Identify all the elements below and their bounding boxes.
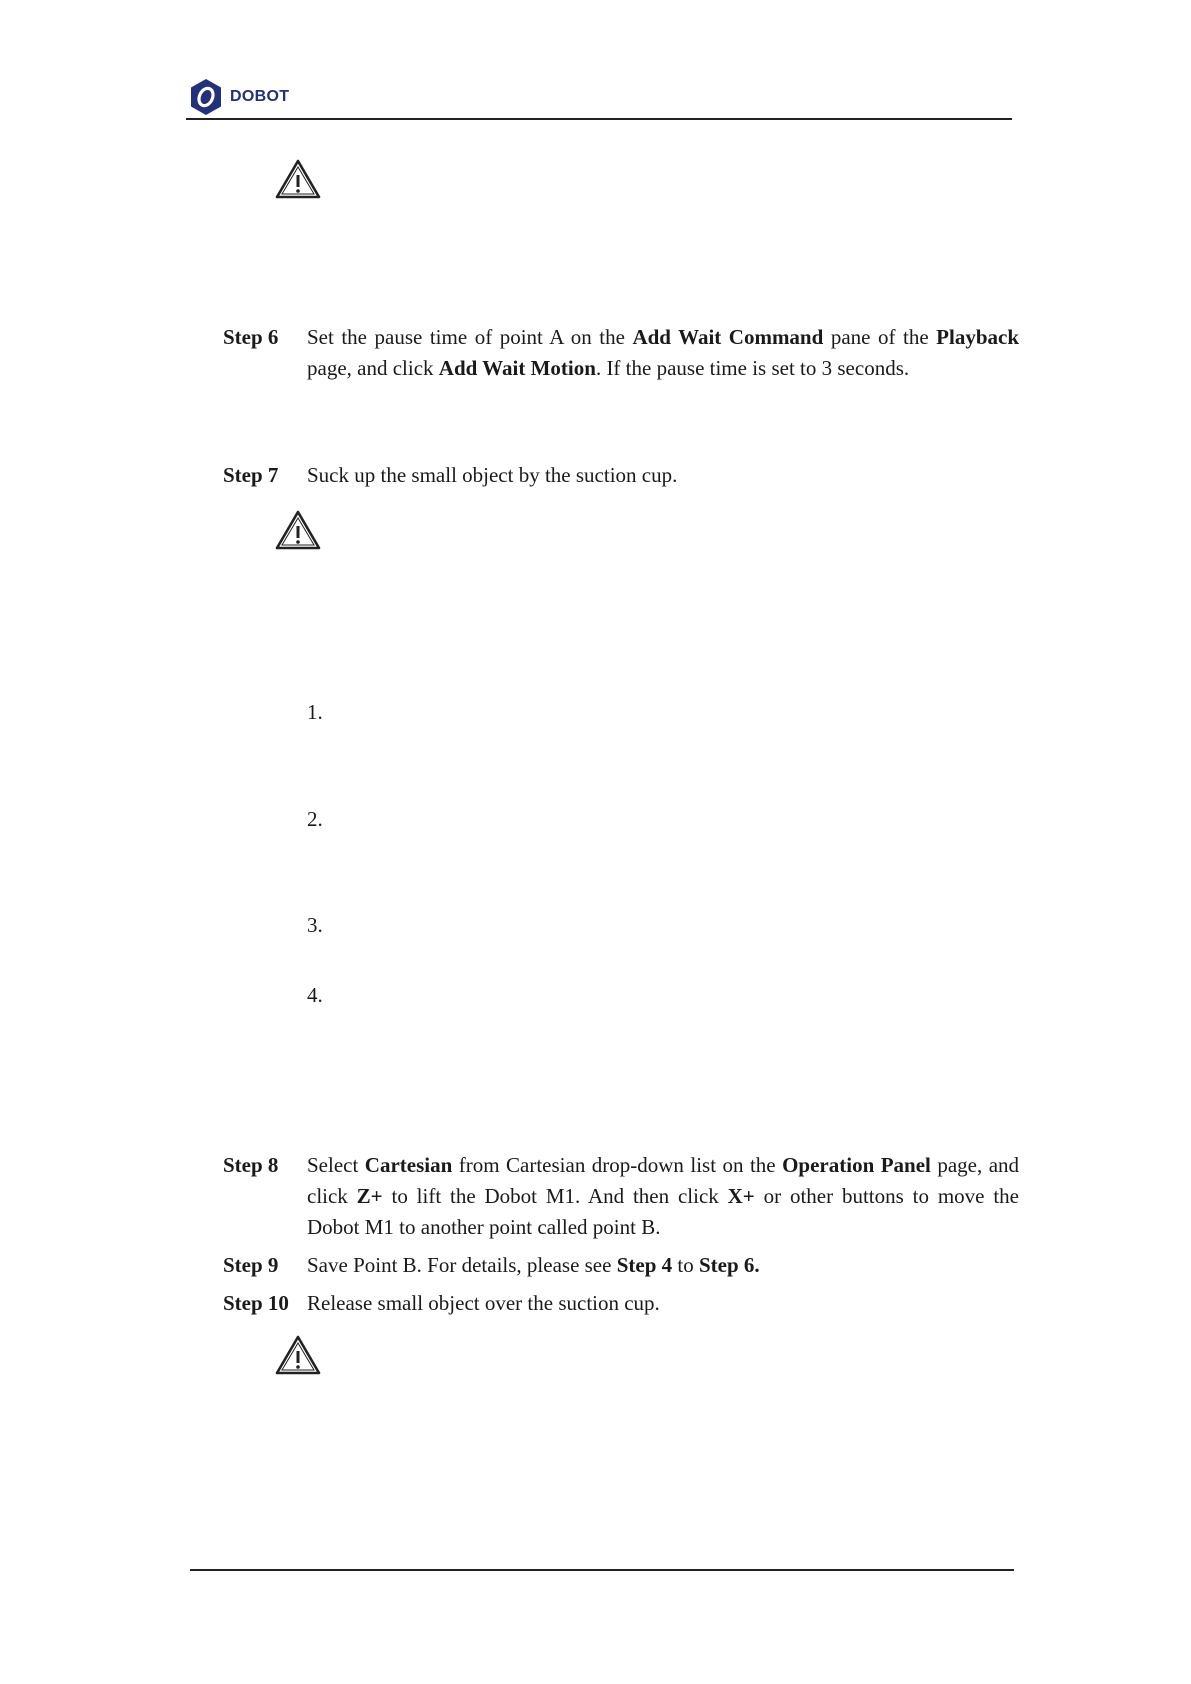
header-divider xyxy=(186,118,1012,120)
warning-icon xyxy=(274,509,322,551)
step-9-label: Step 9 xyxy=(223,1253,279,1277)
warning-icon xyxy=(274,1334,322,1376)
step-6-text: Set the pause time of point A on the Add Wait Command pane of the Playback page, and click Add Wait Motion. If the pause time is set to 3 seconds. xyxy=(307,325,1019,380)
header-logo xyxy=(188,77,289,117)
warning-icon xyxy=(274,158,322,200)
step-7-label: Step 7 xyxy=(223,463,279,487)
step-8-text: Select Cartesian from Cartesian drop-down list on the Operation Panel page, and click Z+ to lift the Dobot M1. And then click X+ or other buttons to move the Dobot M1 to another point called point B. xyxy=(307,1153,1020,1239)
footer-divider xyxy=(190,1569,1014,1571)
brand-name: DOBOT xyxy=(230,88,290,105)
list-number: 4. xyxy=(307,983,323,1007)
step-7-text: Suck up the small object by the suction cup. xyxy=(307,463,678,487)
step-10-label: Step 10 xyxy=(223,1291,289,1315)
step-9-text: Save Point B. For details, please see Step 4 to Step 6. xyxy=(307,1253,760,1277)
list-number: 1. xyxy=(307,700,323,724)
step-6-label: Step 6 xyxy=(223,325,279,349)
step-10-text: Release small object over the suction cup. xyxy=(307,1291,660,1315)
list-number: 2. xyxy=(307,807,323,831)
list-number: 3. xyxy=(307,913,323,937)
dobot-logo-icon xyxy=(188,77,224,117)
step-8-label: Step 8 xyxy=(223,1153,279,1177)
